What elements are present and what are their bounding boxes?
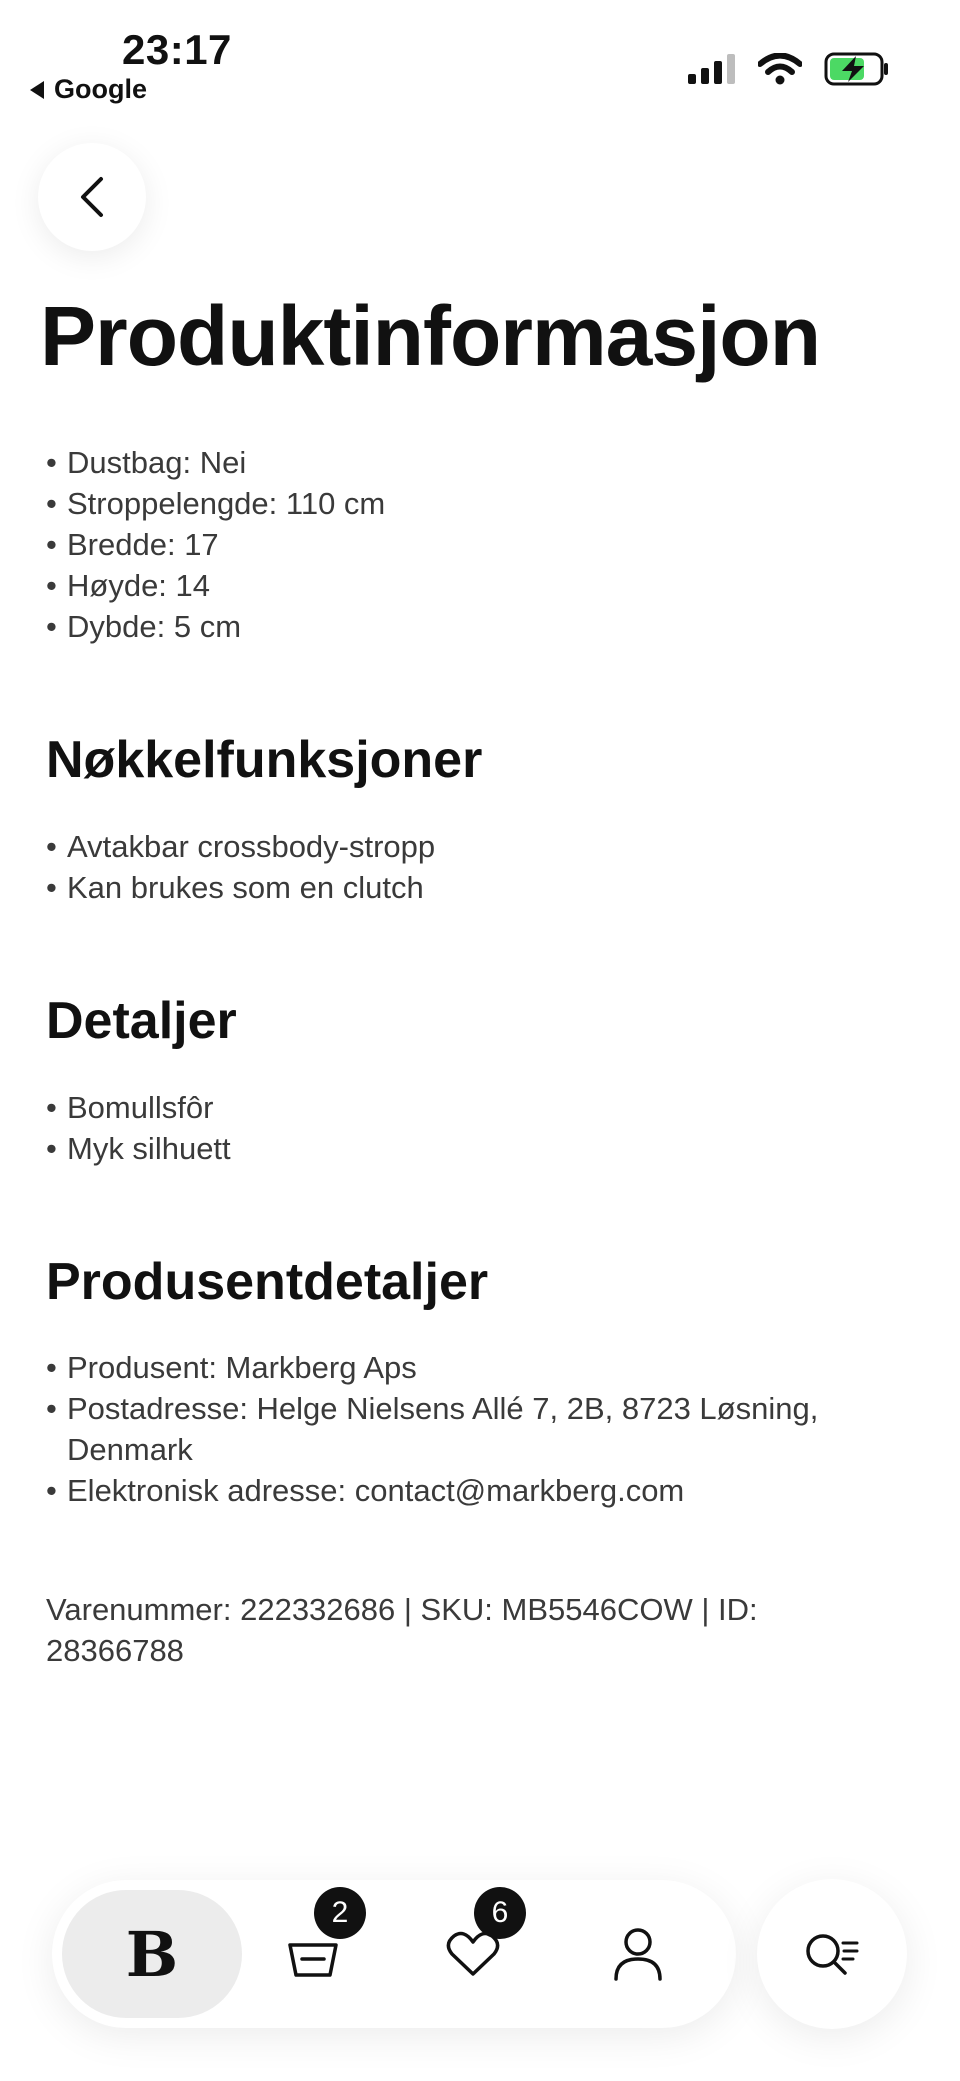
product-identifiers: Varenummer: 222332686 | SKU: MB5546COW | ID: 28366788 [46, 1592, 758, 1668]
search-filter-icon [803, 1931, 861, 1977]
back-triangle-icon [30, 81, 44, 99]
back-app-label: Google [54, 74, 147, 104]
nav-search-button[interactable] [757, 1879, 907, 2029]
back-button[interactable] [38, 143, 146, 251]
user-icon [613, 1927, 663, 1981]
list-item: • Høyde: 14 [46, 565, 876, 606]
details-list [46, 1087, 876, 1169]
list-item: • Avtakbar crossbody-stropp [46, 826, 876, 867]
list-item: • Elektronisk adresse: contact@markberg.com [46, 1470, 876, 1511]
list-item: • Bredde: 17 [46, 524, 876, 565]
nav-wishlist-button[interactable] [428, 1896, 518, 1999]
signal-icon [688, 54, 736, 84]
chevron-left-icon [75, 175, 109, 219]
page-title: Produktinformasjon [40, 289, 821, 383]
list-item: • Kan brukes som en clutch [46, 867, 876, 908]
list-item: • Myk silhuett [46, 1128, 876, 1169]
status-time: 23:17 [122, 26, 232, 73]
nav-cart-button[interactable] [268, 1896, 358, 1999]
manufacturer-list [46, 1347, 876, 1511]
key-features-list [46, 826, 876, 908]
cart-count-badge: 2 [314, 1887, 366, 1939]
nav-account-button[interactable] [593, 1909, 683, 1999]
status-icons [688, 52, 890, 86]
battery-charging-icon [824, 52, 890, 86]
list-item: • Postadresse: Helge Nielsens Allé 7, 2B, 8723 Løsning, Denmark [46, 1388, 876, 1470]
wifi-icon [758, 53, 802, 85]
wishlist-count-badge: 6 [474, 1887, 526, 1939]
specs-list [46, 442, 876, 647]
list-item: • Dybde: 5 cm [46, 606, 876, 647]
back-to-app-link[interactable] [30, 74, 147, 105]
list-item: • Stroppelengde: 110 cm [46, 483, 876, 524]
nav-home-button[interactable]: B [62, 1890, 242, 2018]
section-title-manufacturer: Produsentdetaljer [46, 1253, 489, 1311]
section-title-details: Detaljer [46, 992, 237, 1050]
section-title-key-features: Nøkkelfunksjoner [46, 731, 483, 789]
list-item: • Bomullsfôr [46, 1087, 876, 1128]
list-item: • Dustbag: Nei [46, 442, 876, 483]
list-item: • Produsent: Markberg Aps [46, 1347, 876, 1388]
